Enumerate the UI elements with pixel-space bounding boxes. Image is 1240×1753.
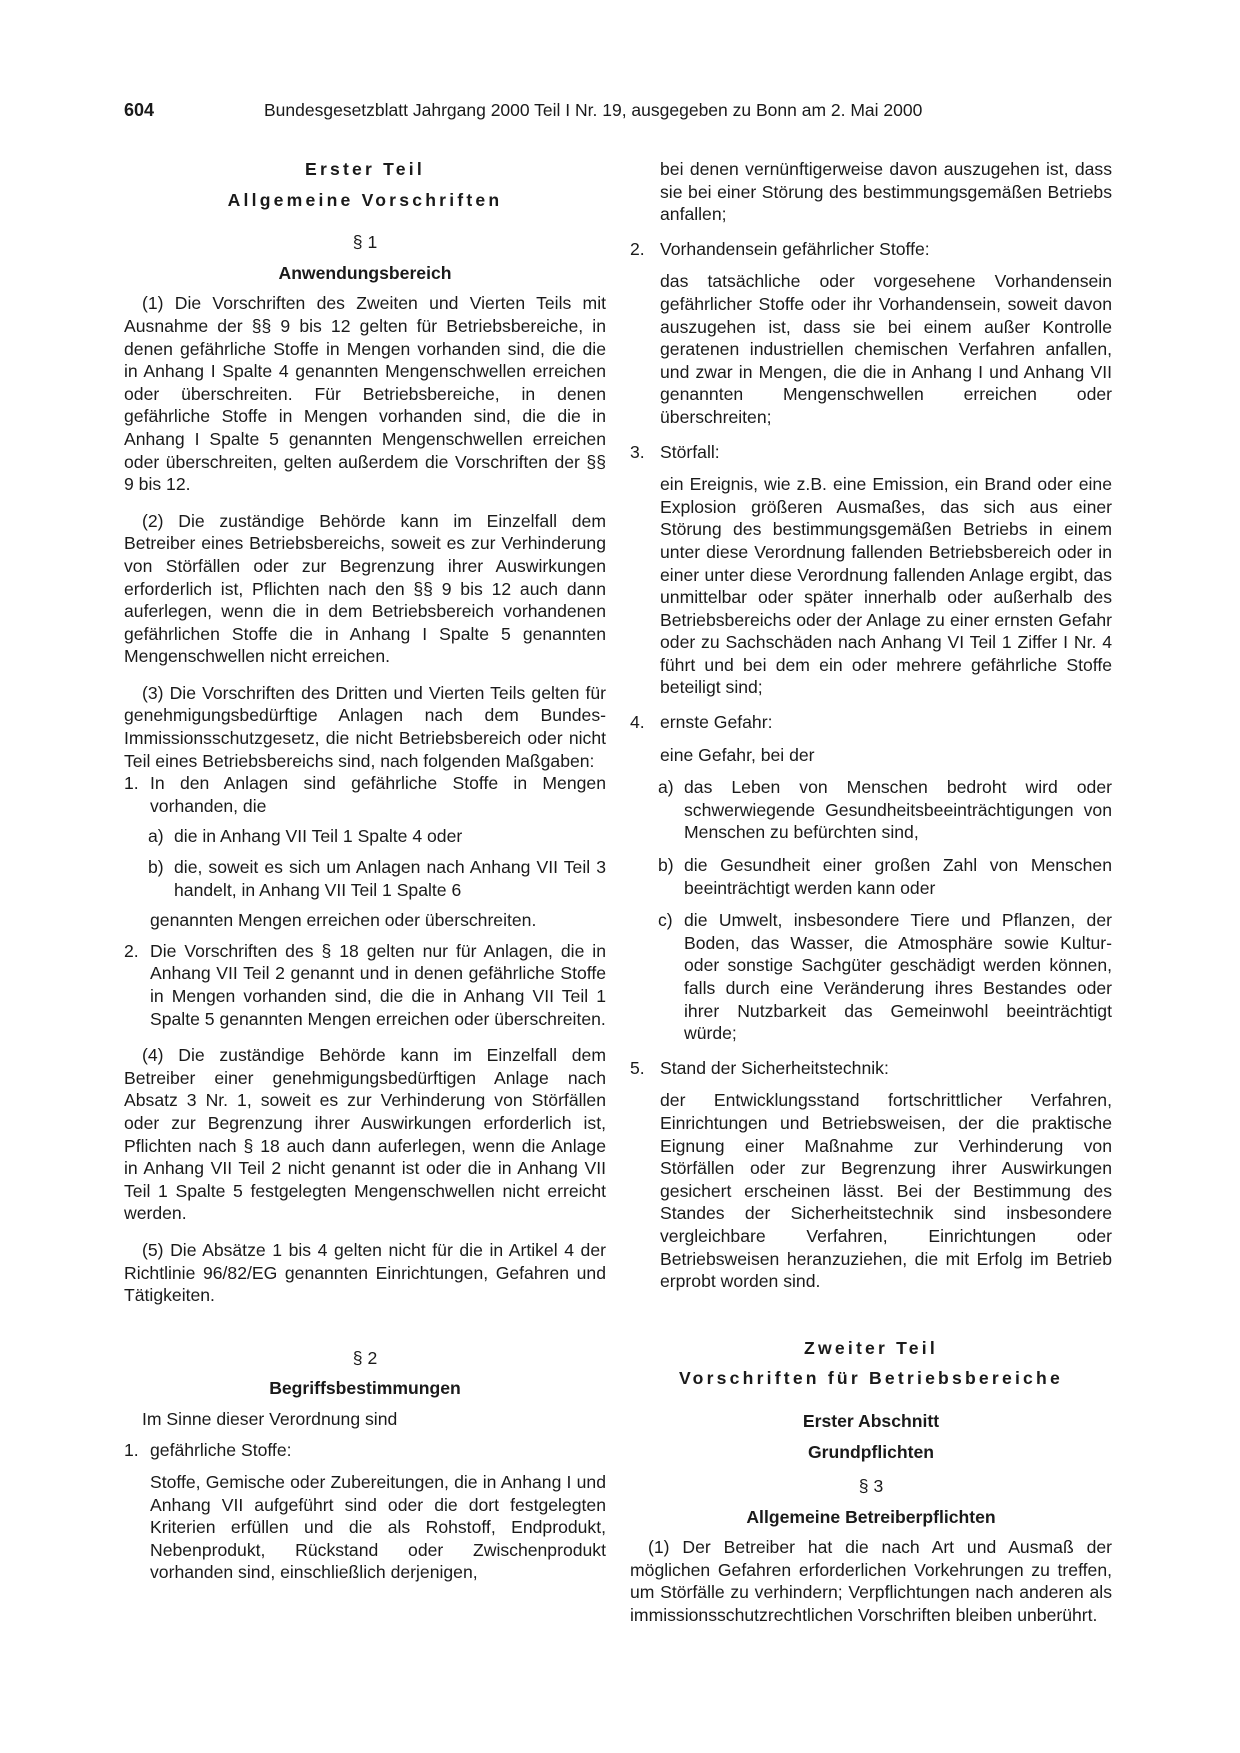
definitions-intro: Im Sinne dieser Verordnung sind [142,1408,398,1429]
sub-list-letter: a) [148,826,164,847]
list-number: 2. [630,238,645,259]
sub-list-item [630,854,1112,899]
list-number: 5. [630,1057,645,1078]
list-number: 4. [630,712,645,733]
section-mark-1: § 1 [352,232,378,253]
sub-list-text: die, soweit es sich um Anlagen nach Anhang VII Teil 3 handelt, in Anhang VII Teil 1 Spalte 6 [174,857,606,900]
list-item [630,238,1112,261]
list-item [630,1057,1112,1080]
sub-list-letter: b) [148,857,164,878]
sub-list-letter: b) [658,855,674,876]
definition-term: gefährliche Stoffe: [150,1439,292,1460]
list-number: 1. [124,1439,139,1460]
paragraph-1-1: (1) Die Vorschriften des Zweiten und Vierten Teils mit Ausnahme der §§ 9 bis 12 gelten für Betriebsbereiche, in denen gefährliche Stoffe in Mengen vorhanden sind, die die in Anhang I Spalte 4 genannten Mengenschwellen erreichen oder überschreiten. Für Betriebsbereiche, in denen gefährliche Stoffe in Mengen vorhanden sind, die die in Anhang I Spalte 5 genannten Mengenschwellen erreichen oder überschreiten, gelten außerdem die Vorschriften der §§ 9 bis 12. [124,293,606,495]
definition-text: ein Ereignis, wie z.B. eine Emission, ein Brand oder eine Explosion größeren Ausmaßes, das sich aus einer Störung des bestimmungsgemäßen Betriebs in einem unter diese Verordnung fallenden Betriebsbereich oder in einer unter diese Verordnung fallenden Anlage ergibt, das unmittelbar oder später innerhalb oder außerhalb des Betriebsbereichs oder der Anlage zu einer ernsten Gefahr oder zu Sachschäden nach Anhang VI Teil 1 Ziffer I Nr. 4 führt und bei dem ein oder mehrere gefährliche Stoffe beteiligt sind; [660,474,1112,698]
definition-intro: eine Gefahr, bei der [660,744,815,765]
list-number: 2. [124,940,139,961]
definition-text: Stoffe, Gemische oder Zubereitungen, die in Anhang I und Anhang VII aufgeführt sind oder die dort festgelegten Kriterien erfüllen und die als Rohstoff, Endprodukt, Nebenprodukt, Rückstand oder Zwischenprodukt vorhanden sind, einschließlich derjenigen, [150,1472,606,1583]
journal-line: Bundesgesetzblatt Jahrgang 2000 Teil I Nr. 19, ausgegeben zu Bonn am 2. Mai 2000 [264,100,923,120]
paragraph-3-1: (1) Der Betreiber hat die nach Art und Ausmaß der möglichen Gefahren erforderlichen Vorkehrungen zu treffen, um Störfälle zu verhindern; Verpflichtungen nach anderen als immissionsschutzrechtlichen Vorschriften bleiben unberührt. [630,1537,1112,1626]
sub-list-text: die Umwelt, insbesondere Tiere und Pflanzen, der Boden, das Wasser, die Atmosphäre sowie Kultur- oder sonstige Sachgüter geschädigt werden können, falls durch eine Veränderung ihres Bestandes oder ihrer Nutzbarkeit das Gemeinwohl beeinträchtigt würde; [684,910,1112,1044]
definition-term: Störfall: [660,441,720,462]
definition-term: Vorhandensein gefährlicher Stoffe: [660,238,930,259]
part-subtitle: Vorschriften für Betriebsbereiche [679,1368,1063,1389]
sub-list-item [630,909,1112,1045]
definition-continuation: bei denen vernünftigerweise davon auszugehen ist, dass sie bei einer Störung des bestimmungsgemäßen Betriebs anfallen; [660,159,1112,225]
list-item [630,711,1112,734]
paragraph-1-2: (2) Die zuständige Behörde kann im Einzelfall dem Betreiber eines Betriebsbereichs, soweit es zur Verhinderung von Störfällen oder zur Begrenzung ihrer Auswirkungen erforderlich ist, Pflichten nach den §§ 9 bis 12 auch dann auferlegen, wenn die in dem Betriebsbereich vorhandenen gefährlichen Stoffe die in Anhang I Spalte 5 genannten Mengenschwellen nicht erreichen. [124,510,606,667]
list-item [124,772,606,817]
sub-list-text: die Gesundheit einer großen Zahl von Menschen beeinträchtigt werden kann oder [684,855,1112,898]
page-number: 604 [124,100,155,120]
list-number: 3. [630,441,645,462]
paragraph-1-5: (5) Die Absätze 1 bis 4 gelten nicht für die in Artikel 4 der Richtlinie 96/82/EG genannten Einrichtungen, Gefahren und Tätigkeiten. [124,1239,606,1306]
section-heading-1: Anwendungsbereich [278,262,452,283]
section-mark-3: § 3 [858,1476,884,1497]
right-column [630,158,1112,1627]
part-title: Zweiter Teil [804,1337,938,1358]
chapter-title: Erster Abschnitt [802,1410,940,1431]
list-continuation: genannten Mengen erreichen oder überschreiten. [150,910,537,931]
part-title: Erster Teil [305,159,425,179]
definition-text: das tatsächliche oder vorgesehene Vorhandensein gefährlicher Stoffe oder ihr Vorhandensein, soweit davon auszugehen ist, dass sie bei einem außer Kontrolle geratenen industriellen chemischen Verfahren anfallen, und zwar in Mengen, die die in Anhang I und Anhang VII genannten Mengenschwellen erreichen oder überschreiten; [660,271,1112,427]
chapter-subtitle: Grundpflichten [807,1441,935,1462]
section-heading-2: Begriffsbestimmungen [269,1378,461,1399]
running-header [124,100,1114,124]
section-heading-3: Allgemeine Betreiberpflichten [746,1506,996,1527]
sub-list-text: die in Anhang VII Teil 1 Spalte 4 oder [174,826,463,847]
sub-list-item [630,776,1112,844]
sub-list-letter: a) [658,777,674,798]
list-item [124,940,606,1030]
definition-term: ernste Gefahr: [660,712,773,733]
sub-list-text: das Leben von Menschen bedroht wird oder schwerwiegende Gesundheitsbeeinträchtigungen von Menschen zu befürchten sind, [684,777,1112,843]
list-text: Die Vorschriften des § 18 gelten nur für Anlagen, die in Anhang VII Teil 2 genannt und in denen gefährliche Stoffe in Mengen vorhanden sind, die die in Anhang VII Teil 1 Spalte 5 genannten Mengen erreichen oder überschreiten. [150,940,606,1029]
list-text: In den Anlagen sind gefährliche Stoffe in Mengen vorhanden, die [150,773,606,816]
paragraph-1-4: (4) Die zuständige Behörde kann im Einzelfall dem Betreiber einer genehmigungsbedürftigen Anlage nach Absatz 3 Nr. 1, soweit es zur Verhinderung von Störfällen oder zur Begrenzung ihrer Auswirkungen erforderlich ist, Pflichten nach § 18 auch dann auferlegen, wenn die Anlage in Anhang VII Teil 2 nicht genannt ist oder die in Anhang VII Teil 1 Spalte 5 festgelegten Mengenschwellen nicht erreicht werden. [124,1045,606,1224]
list-item [124,1439,606,1462]
sub-list-item [124,856,606,901]
definition-text: der Entwicklungsstand fortschrittlicher Verfahren, Einrichtungen und Betriebsweisen, der die praktische Eignung einer Maßnahme zur Verhinderung von Störfällen oder zur Begrenzung ihrer Auswirkungen gesichert erscheinen lässt. Bei der Bestimmung des Standes der Sicherheitstechnik sind insbesondere vergleichbare Verfahren, Einrichtungen oder Betriebsweisen heranzuziehen, die mit Erfolg im Betrieb erprobt worden sind. [660,1090,1112,1292]
sub-list-letter: c) [658,910,673,931]
definition-term: Stand der Sicherheitstechnik: [660,1057,889,1078]
paragraph-1-3: (3) Die Vorschriften des Dritten und Vierten Teils gelten für genehmigungsbedürftige Anlagen nach dem Bundes-Immissionsschutzgesetz, die nicht Betriebsbereich oder nicht Teil eines Betriebsbereichs sind, nach folgenden Maßgaben: [124,682,606,771]
left-column [124,158,606,1584]
list-number: 1. [124,773,139,794]
part-subtitle: Allgemeine Vorschriften [227,189,503,210]
section-mark-2: § 2 [352,1347,378,1368]
list-item [630,441,1112,464]
sub-list-item [124,825,606,848]
